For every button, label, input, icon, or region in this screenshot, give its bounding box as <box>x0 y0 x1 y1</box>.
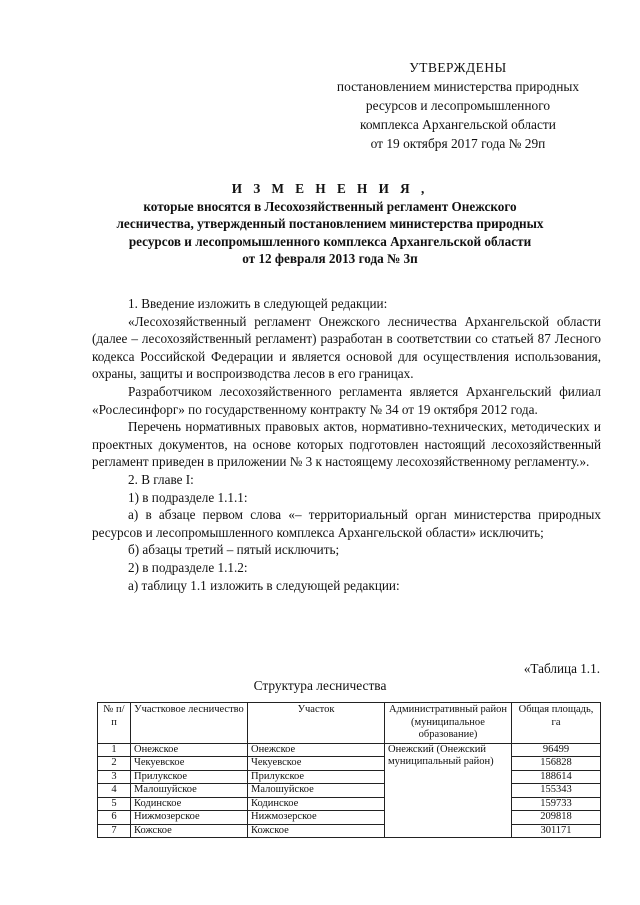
cell-section: Чекуевское <box>248 757 385 771</box>
table-row <box>98 824 601 838</box>
paragraph: б) абзацы третий – пятый исключить; <box>128 542 340 558</box>
cell-number: 1 <box>98 743 131 757</box>
paragraph: а) таблицу 1.1 изложить в следующей редакции: <box>128 577 400 593</box>
approval-heading: УТВЕРЖДЕНЫ <box>409 60 507 75</box>
cell-forestry: Малошуйское <box>131 784 248 798</box>
table-row <box>98 797 601 811</box>
cell-district: Онежский (Онежский муниципальный район) <box>385 743 512 838</box>
cell-number: 4 <box>98 784 131 798</box>
cell-section: Кодинское <box>248 797 385 811</box>
paragraph: 2. В главе I: <box>128 471 194 487</box>
cell-number: 5 <box>98 797 131 811</box>
header-area: Общая площадь, га <box>512 703 601 744</box>
cell-area: 96499 <box>512 743 601 757</box>
approval-line: комплекса Архангельской области <box>360 117 556 132</box>
cell-area: 301171 <box>512 824 601 838</box>
cell-forestry: Нижмозерское <box>131 811 248 825</box>
document-title <box>80 180 580 268</box>
table-caption: Структура лесничества <box>253 678 387 693</box>
table-row <box>98 784 601 798</box>
cell-area: 156828 <box>512 757 601 771</box>
paragraph: Разработчиком лесохозяйственного регламента является Архангельский филиал «Рослесинфорг» по государственному контракту № 34 от 19 октября 2012 года. <box>92 383 601 417</box>
header-forestry: Участковое лесничество <box>131 703 248 744</box>
paragraph: а) в абзаце первом слова «– территориальный орган министерства природных ресурсов и лесопромышленного комплекса Архангельской области» исключить; <box>92 507 601 540</box>
paragraph: 1. Введение изложить в следующей редакции: <box>128 296 388 311</box>
title-line: ресурсов и лесопромышленного комплекса Архангельской области <box>128 233 532 249</box>
approval-line: от 19 октября 2017 года № 29п <box>370 136 546 151</box>
cell-section: Прилукское <box>248 770 385 784</box>
document-body <box>92 295 601 594</box>
cell-section: Кожское <box>248 824 385 838</box>
approval-block <box>318 58 598 153</box>
cell-area: 188614 <box>512 770 601 784</box>
cell-forestry: Онежское <box>131 743 248 757</box>
cell-area: 209818 <box>512 811 601 825</box>
table-row <box>98 811 601 825</box>
forestry-structure-table <box>97 702 601 838</box>
title-heading: И З М Е Н Е Н И Я , <box>231 181 429 196</box>
cell-number: 2 <box>98 757 131 771</box>
cell-section: Онежское <box>248 743 385 757</box>
approval-line: постановлением министерства природных <box>336 79 580 94</box>
cell-number: 3 <box>98 770 131 784</box>
cell-forestry: Прилукское <box>131 770 248 784</box>
cell-section: Малошуйское <box>248 784 385 798</box>
cell-number: 7 <box>98 824 131 838</box>
cell-area: 159733 <box>512 797 601 811</box>
header-section: Участок <box>248 703 385 744</box>
title-line: лесничества, утвержденный постановлением министерства природных <box>116 216 544 231</box>
title-line: которые вносятся в Лесохозяйственный регламент Онежского <box>143 198 517 214</box>
paragraph: Перечень нормативных правовых актов, нормативно-технических, методических и проектных документов, на основе которых подготовлен настоящий лесохозяйственный регламент приведен в приложении № 3 к настоящему лесохозяйственному регламенту.». <box>92 419 601 470</box>
paragraph: «Лесохозяйственный регламент Онежского лесничества Архангельской области (далее – лесохозяйственный регламент) разработан в соответствии со статьей 87 Лесного кодекса Российской Федерации и является основой для осуществления использования, охраны, защиты и воспроизводства лесов в его границах. <box>92 313 601 382</box>
paragraph: 2) в подразделе 1.1.2: <box>128 559 248 575</box>
table-header-row <box>98 703 601 744</box>
paragraph: 1) в подразделе 1.1.1: <box>128 489 248 505</box>
table-row <box>98 770 601 784</box>
cell-area: 155343 <box>512 784 601 798</box>
cell-section: Нижмозерское <box>248 811 385 825</box>
cell-forestry: Кожское <box>131 824 248 838</box>
table-row <box>98 757 601 771</box>
cell-forestry: Кодинское <box>131 797 248 811</box>
header-district: Административный район (муниципальное образование) <box>385 703 512 744</box>
title-line: от 12 февраля 2013 года № 3п <box>242 251 418 266</box>
table-row <box>98 743 601 757</box>
cell-forestry: Чекуевское <box>131 757 248 771</box>
table-label: «Таблица 1.1. <box>523 661 600 676</box>
cell-number: 6 <box>98 811 131 825</box>
header-number: № п/п <box>98 703 131 744</box>
approval-line: ресурсов и лесопромышленного <box>365 98 551 113</box>
